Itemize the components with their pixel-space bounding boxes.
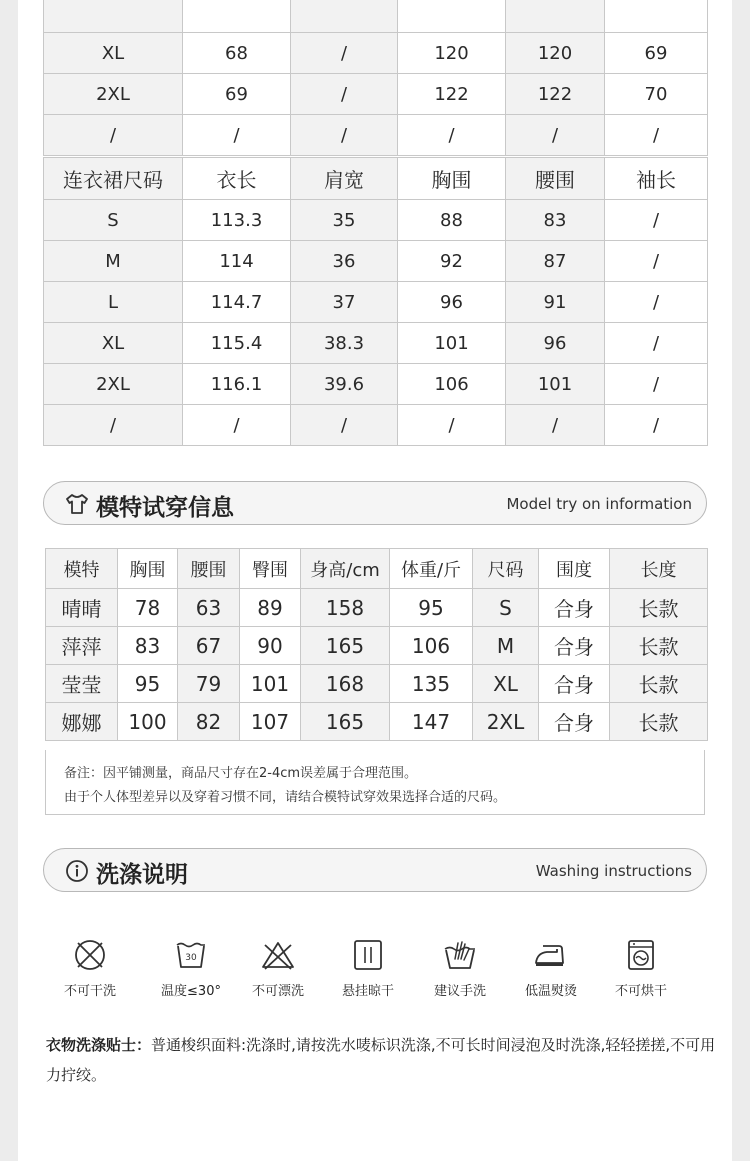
table-cell: 合身 <box>539 627 610 665</box>
table-cell: 合身 <box>539 589 610 627</box>
table-cell: 合身 <box>539 703 610 741</box>
info-icon <box>64 858 90 884</box>
table-row <box>46 589 708 627</box>
table-cell: 92 <box>398 241 506 282</box>
header-cell: 胸围 <box>398 158 506 200</box>
table-cell: 38.3 <box>291 323 398 364</box>
table-cell: S <box>44 200 183 241</box>
table-cell: 68 <box>183 33 291 74</box>
table-cell: / <box>605 200 708 241</box>
model-section-header <box>43 481 707 525</box>
table-cell: 87 <box>506 241 605 282</box>
table-cell: 135 <box>390 665 473 703</box>
header-cell: 臀围 <box>240 549 301 589</box>
no-bleach-icon <box>260 937 296 973</box>
table-cell: 116.1 <box>183 364 291 405</box>
model-table <box>45 548 708 741</box>
table-cell: 95 <box>118 665 178 703</box>
table-cell: 106 <box>390 627 473 665</box>
header-cell: 体重/斤 <box>390 549 473 589</box>
table-row <box>46 627 708 665</box>
table-row <box>46 703 708 741</box>
table-cell: 长款 <box>610 627 708 665</box>
table-cell: 122 <box>398 74 506 115</box>
table-cell: / <box>291 74 398 115</box>
table-cell: 122 <box>506 74 605 115</box>
hand-wash-icon <box>442 937 478 973</box>
table-cell: 147 <box>390 703 473 741</box>
table-cell: 114 <box>183 241 291 282</box>
table-cell: M <box>44 241 183 282</box>
table-cell: 2XL <box>473 703 539 741</box>
header-cell: 衣长 <box>183 158 291 200</box>
table-cell: 82 <box>178 703 240 741</box>
table-cell: M <box>473 627 539 665</box>
wash-item-no-tumble-dry <box>596 937 686 999</box>
table-cell: / <box>291 115 398 156</box>
table-cell: 2XL <box>44 364 183 405</box>
top-size-table <box>43 0 708 156</box>
section-subtitle: Washing instructions <box>535 862 692 880</box>
wash-label: 低温熨烫 <box>524 984 577 999</box>
header-cell: 腰围 <box>506 158 605 200</box>
wash-30-icon <box>173 937 209 973</box>
table-cell: / <box>605 364 708 405</box>
table-cell: XL <box>44 323 183 364</box>
wash-tip-text: 普通梭织面料:洗涤时,请按洗水唛标识洗涤,不可长时间浸泡及时洗涤,轻轻搓搓,不可用力拧绞。 <box>46 1036 716 1084</box>
table-cell: / <box>183 115 291 156</box>
table-cell: 69 <box>183 74 291 115</box>
wash-label: 不可烘干 <box>614 984 667 999</box>
table-cell: 合身 <box>539 665 610 703</box>
table-cell: 101 <box>398 323 506 364</box>
table-cell: / <box>398 405 506 446</box>
table-cell: 101 <box>240 665 301 703</box>
table-cell: L <box>44 282 183 323</box>
wash-tip-heading: 衣物洗涤贴士： <box>46 1036 152 1054</box>
table-cell: / <box>398 115 506 156</box>
header-cell: 腰围 <box>178 549 240 589</box>
table-cell: 89 <box>240 589 301 627</box>
header-cell: 肩宽 <box>291 158 398 200</box>
table-row <box>46 665 708 703</box>
table-cell: / <box>44 405 183 446</box>
table-cell: 113.3 <box>183 200 291 241</box>
table-cell <box>605 0 708 33</box>
table-cell: 39.6 <box>291 364 398 405</box>
table-cell: 101 <box>506 364 605 405</box>
table-cell: / <box>506 405 605 446</box>
table-cell: 莹莹 <box>46 665 118 703</box>
table-cell <box>183 0 291 33</box>
table-cell: / <box>506 115 605 156</box>
wash-label: 不可漂洗 <box>251 984 304 999</box>
section-subtitle: Model try on information <box>506 495 692 513</box>
size-note <box>45 750 705 815</box>
wash-item-wash-30 <box>146 937 236 999</box>
shirt-icon <box>64 491 90 517</box>
table-cell: 63 <box>178 589 240 627</box>
table-cell: / <box>605 405 708 446</box>
table-cell: 70 <box>605 74 708 115</box>
table-cell: 96 <box>506 323 605 364</box>
table-cell: 88 <box>398 200 506 241</box>
table-cell: 83 <box>118 627 178 665</box>
header-cell: 围度 <box>539 549 610 589</box>
table-row <box>44 364 708 405</box>
table-row <box>44 74 708 115</box>
dress-size-table <box>43 157 708 446</box>
wash-label: 悬挂晾干 <box>341 984 394 999</box>
table-cell: / <box>605 115 708 156</box>
note-line: 备注：因平铺测量，商品尺寸存在2-4cm误差属于合理范围。 <box>64 766 418 781</box>
table-cell: / <box>605 282 708 323</box>
table-cell: 107 <box>240 703 301 741</box>
header-cell: 长度 <box>610 549 708 589</box>
wash-item-no-dry-clean <box>45 937 135 999</box>
table-cell: XL <box>473 665 539 703</box>
table-cell: 115.4 <box>183 323 291 364</box>
table-cell: 100 <box>118 703 178 741</box>
table-cell: 长款 <box>610 665 708 703</box>
low-iron-icon <box>533 937 569 973</box>
table-cell: / <box>291 405 398 446</box>
table-cell: XL <box>44 33 183 74</box>
table-cell: / <box>291 33 398 74</box>
table-cell: 晴晴 <box>46 589 118 627</box>
table-cell: 67 <box>178 627 240 665</box>
table-cell: 120 <box>398 33 506 74</box>
table-row <box>44 33 708 74</box>
table-cell <box>44 0 183 33</box>
table-cell: 37 <box>291 282 398 323</box>
header-cell: 袖长 <box>605 158 708 200</box>
table-cell: 78 <box>118 589 178 627</box>
section-title: 洗涤说明 <box>96 862 188 888</box>
header-cell: 身高/cm <box>301 549 390 589</box>
table-cell: 79 <box>178 665 240 703</box>
header-cell: 模特 <box>46 549 118 589</box>
table-cell <box>291 0 398 33</box>
table-cell: 90 <box>240 627 301 665</box>
note-line: 由于个人体型差异以及穿着习惯不同，请结合模特试穿效果选择合适的尺码。 <box>64 790 507 805</box>
wash-item-line-dry <box>323 937 413 999</box>
no-tumble-dry-icon <box>623 937 659 973</box>
table-cell: 91 <box>506 282 605 323</box>
table-cell: 120 <box>506 33 605 74</box>
header-cell: 连衣裙尺码 <box>44 158 183 200</box>
table-cell: 2XL <box>44 74 183 115</box>
table-cell: 165 <box>301 703 390 741</box>
table-cell: 165 <box>301 627 390 665</box>
table-cell: / <box>605 323 708 364</box>
table-row <box>44 241 708 282</box>
wash-tip <box>46 1030 718 1090</box>
section-title: 模特试穿信息 <box>96 495 234 521</box>
table-cell: 36 <box>291 241 398 282</box>
table-cell: 35 <box>291 200 398 241</box>
table-cell: / <box>183 405 291 446</box>
table-cell: 95 <box>390 589 473 627</box>
table-cell: S <box>473 589 539 627</box>
table-header-row <box>44 158 708 200</box>
table-cell: / <box>605 241 708 282</box>
table-row <box>44 0 708 33</box>
table-cell: 83 <box>506 200 605 241</box>
header-cell: 胸围 <box>118 549 178 589</box>
table-cell: 96 <box>398 282 506 323</box>
table-cell: 长款 <box>610 703 708 741</box>
table-cell: 168 <box>301 665 390 703</box>
table-cell: 长款 <box>610 589 708 627</box>
table-cell: / <box>44 115 183 156</box>
table-cell: 娜娜 <box>46 703 118 741</box>
no-dry-clean-icon <box>72 937 108 973</box>
line-dry-icon <box>350 937 386 973</box>
table-cell: 萍萍 <box>46 627 118 665</box>
wash-item-low-iron <box>506 937 596 999</box>
wash-item-hand-wash <box>415 937 505 999</box>
table-row <box>44 282 708 323</box>
table-cell <box>506 0 605 33</box>
table-header-row <box>46 549 708 589</box>
wash-item-no-bleach <box>233 937 323 999</box>
table-cell: 69 <box>605 33 708 74</box>
table-cell: 114.7 <box>183 282 291 323</box>
table-row <box>44 200 708 241</box>
wash-label: 不可干洗 <box>63 984 116 999</box>
table-row <box>44 115 708 156</box>
table-row <box>44 323 708 364</box>
wash-label: 温度≤30° <box>161 984 221 999</box>
wash-temp-mark: 30 <box>185 953 197 963</box>
wash-label: 建议手洗 <box>433 984 486 999</box>
header-cell: 尺码 <box>473 549 539 589</box>
table-cell: 158 <box>301 589 390 627</box>
table-row <box>44 405 708 446</box>
wash-section-header <box>43 848 707 892</box>
table-cell: 106 <box>398 364 506 405</box>
table-cell <box>398 0 506 33</box>
